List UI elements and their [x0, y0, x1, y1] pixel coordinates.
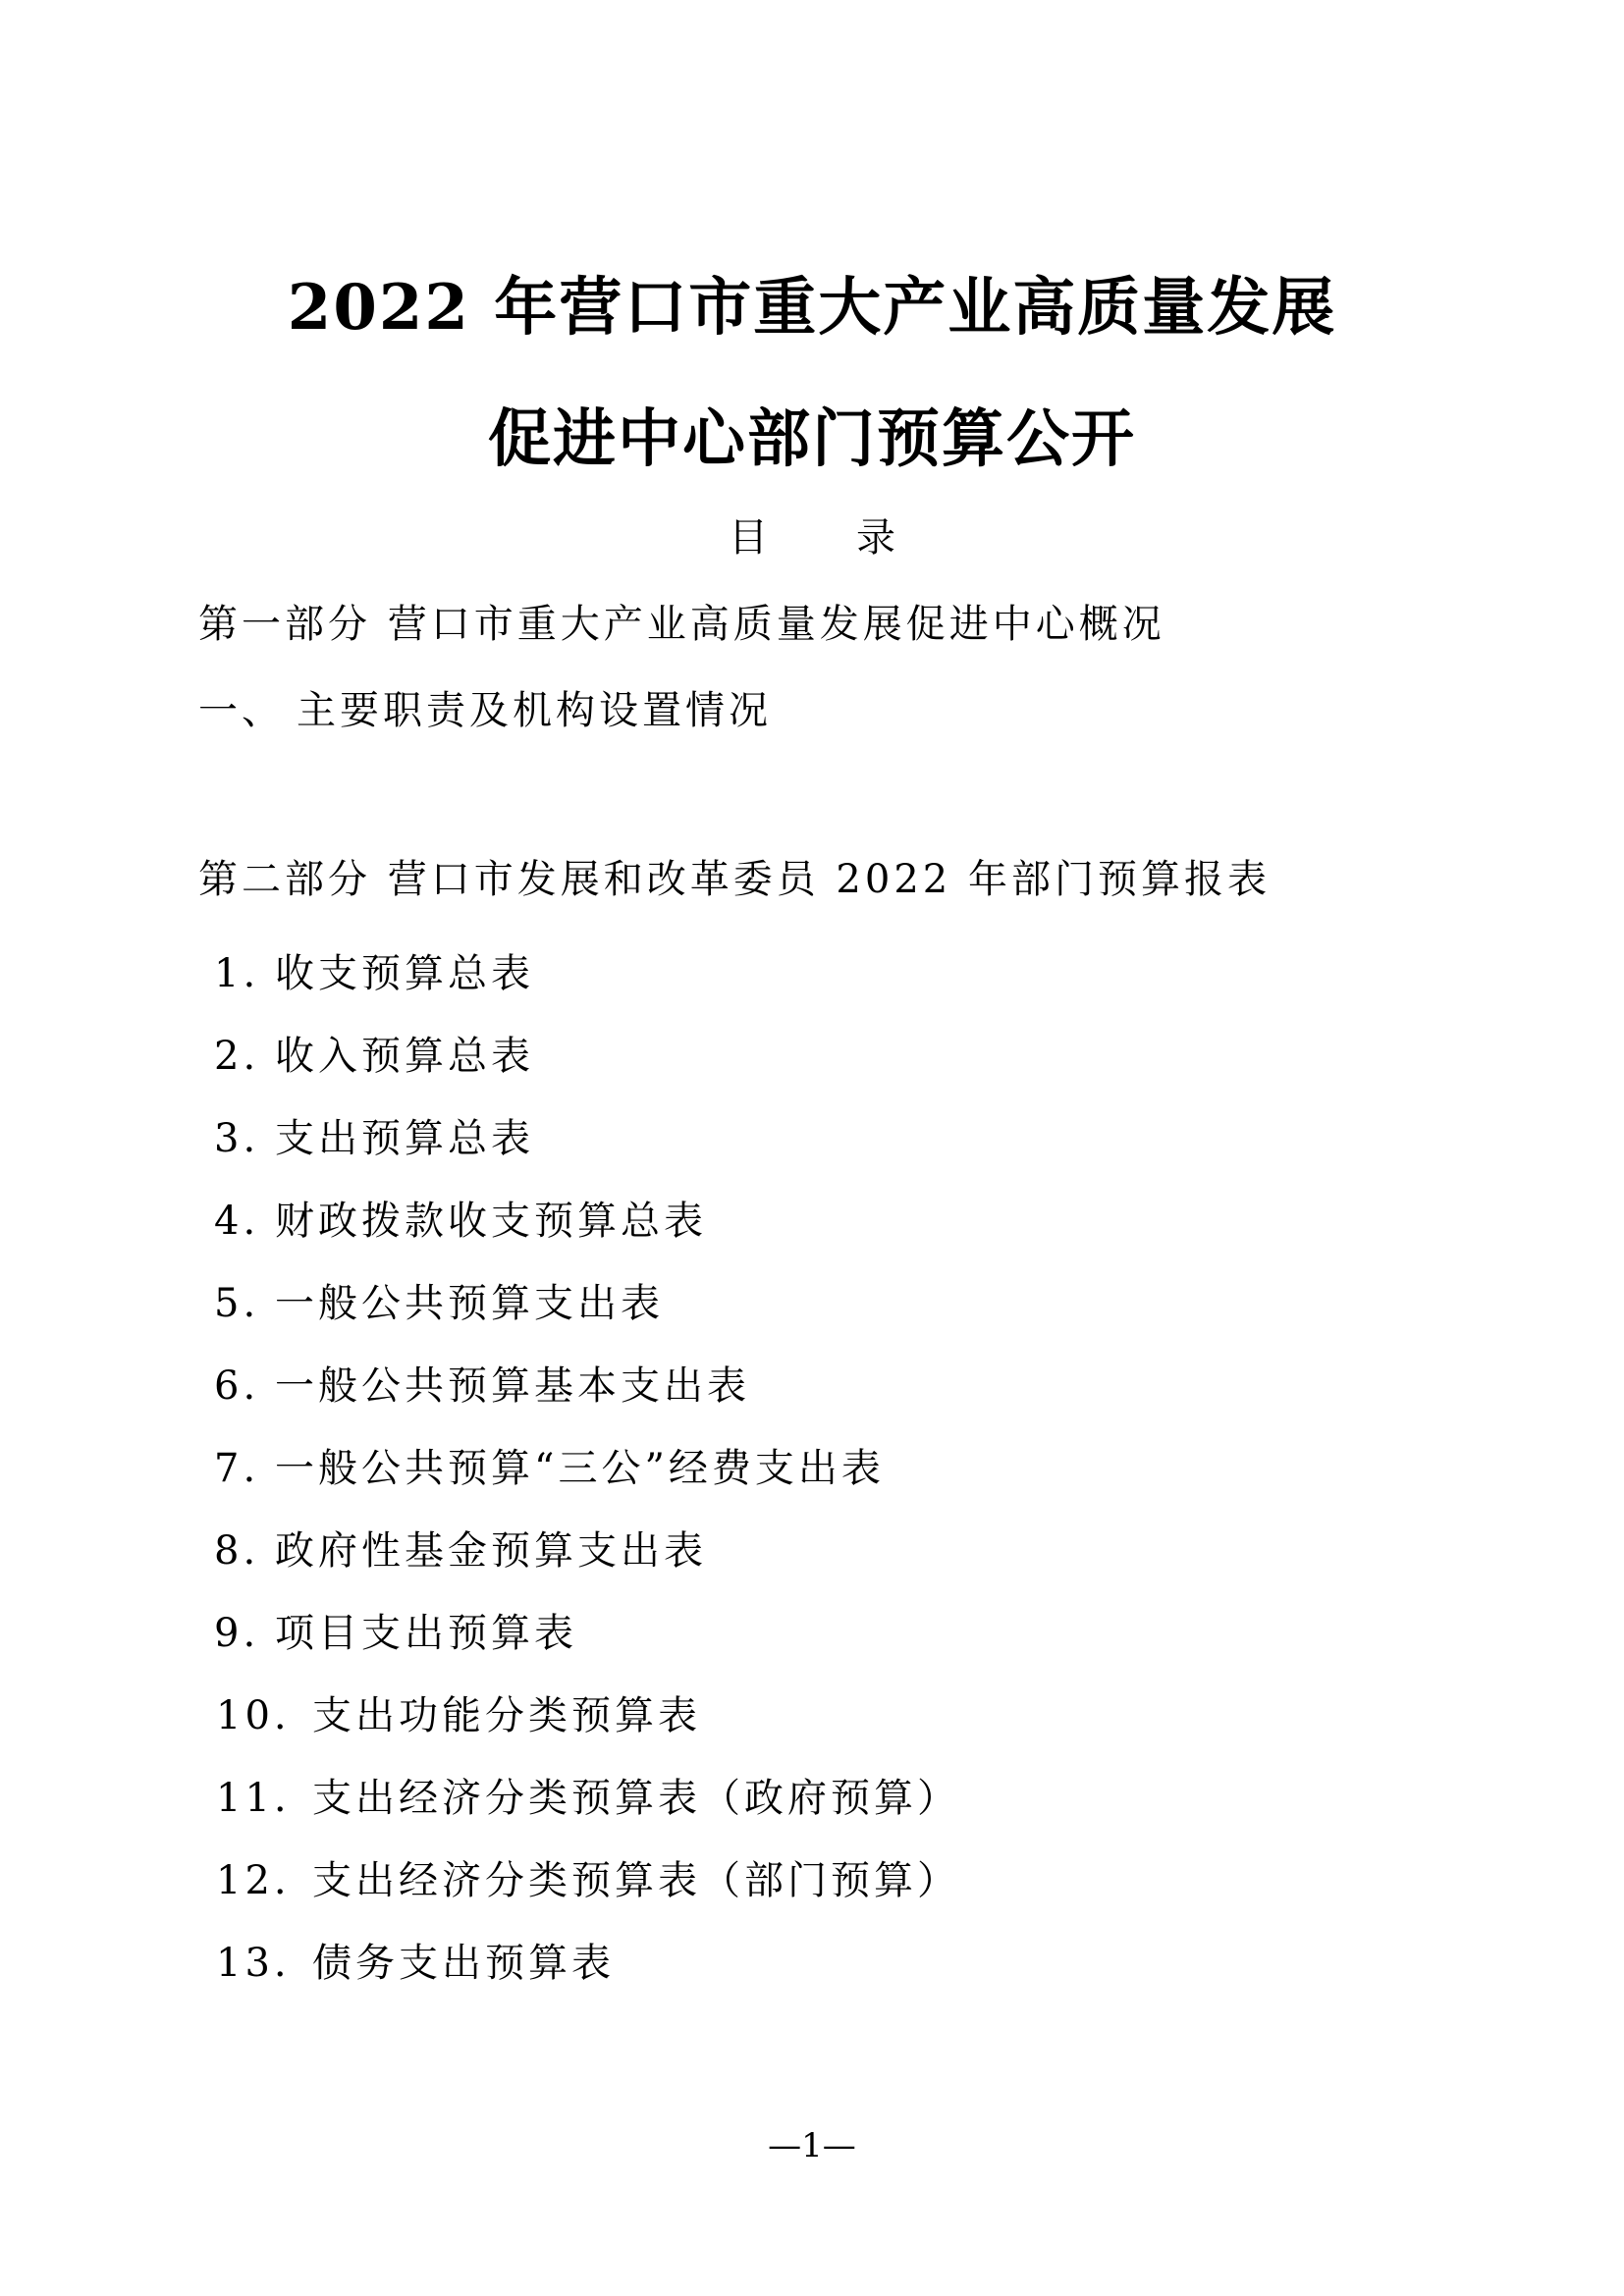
toc-item-number: 1. [214, 951, 260, 996]
toc-item-number: 8. [214, 1528, 260, 1574]
toc-item [214, 1437, 885, 1493]
toc-section-1-number: 一、 [198, 688, 285, 733]
toc-item-number: 11. [216, 1776, 291, 1821]
toc-item [214, 1602, 577, 1658]
toc-item [214, 1190, 707, 1246]
toc-item-number: 2. [214, 1034, 260, 1079]
toc-item [216, 1684, 701, 1740]
document-title-line-1: 2022 年营口市重大产业高质量发展 [287, 271, 1337, 345]
toc-heading [0, 507, 1624, 562]
toc-part-2: 第二部分 营口市发展和改革委员 2022 年部门预算报表 [198, 857, 1271, 902]
toc-item-text: 支出预算总表 [275, 1116, 534, 1161]
toc-section-1 [198, 679, 772, 735]
toc-item-text: 财政拨款收支预算总表 [275, 1199, 707, 1244]
toc-item-number: 3. [214, 1116, 260, 1161]
toc-heading-left: 目 [729, 515, 768, 561]
toc-item [216, 1932, 615, 1988]
toc-item-text: 一般公共预算基本支出表 [275, 1363, 750, 1409]
toc-item-text: 一般公共预算支出表 [275, 1281, 664, 1326]
toc-item-number: 13. [216, 1941, 291, 1986]
toc-item [214, 1107, 534, 1163]
toc-item-text: 一般公共预算“三公”经费支出表 [275, 1446, 885, 1491]
toc-item-text: 支出经济分类预算表（政府预算） [312, 1776, 960, 1821]
toc-section-1-text: 主要职责及机构设置情况 [297, 688, 772, 733]
toc-heading-right: 录 [856, 515, 895, 561]
toc-item-text: 收支预算总表 [275, 951, 534, 996]
toc-item-text: 债务支出预算表 [312, 1941, 615, 1986]
toc-item-number: 7. [214, 1446, 260, 1491]
toc-item-number: 5. [214, 1281, 260, 1326]
toc-item [214, 1355, 750, 1411]
toc-item-number: 4. [214, 1199, 260, 1244]
toc-item-text: 收入预算总表 [275, 1034, 534, 1079]
toc-item-text: 支出经济分类预算表（部门预算） [312, 1858, 960, 1903]
toc-item-text: 项目支出预算表 [275, 1611, 577, 1656]
toc-item [216, 1767, 960, 1823]
toc-item-number: 9. [214, 1611, 260, 1656]
toc-item [214, 1272, 664, 1328]
toc-item-number: 10. [216, 1693, 291, 1738]
toc-item [216, 1849, 960, 1905]
page-number: —1— [768, 2126, 856, 2165]
toc-item-number: 6. [214, 1363, 260, 1409]
toc-item-number: 12. [216, 1858, 291, 1903]
document-title-line-2: 促进中心部门预算公开 [488, 402, 1136, 476]
toc-item-text: 支出功能分类预算表 [312, 1693, 701, 1738]
toc-item-text: 政府性基金预算支出表 [275, 1528, 707, 1574]
toc-item [214, 942, 534, 998]
toc-item [214, 1025, 534, 1081]
toc-item [214, 1520, 707, 1575]
toc-part-1: 第一部分 营口市重大产业高质量发展促进中心概况 [198, 602, 1165, 647]
